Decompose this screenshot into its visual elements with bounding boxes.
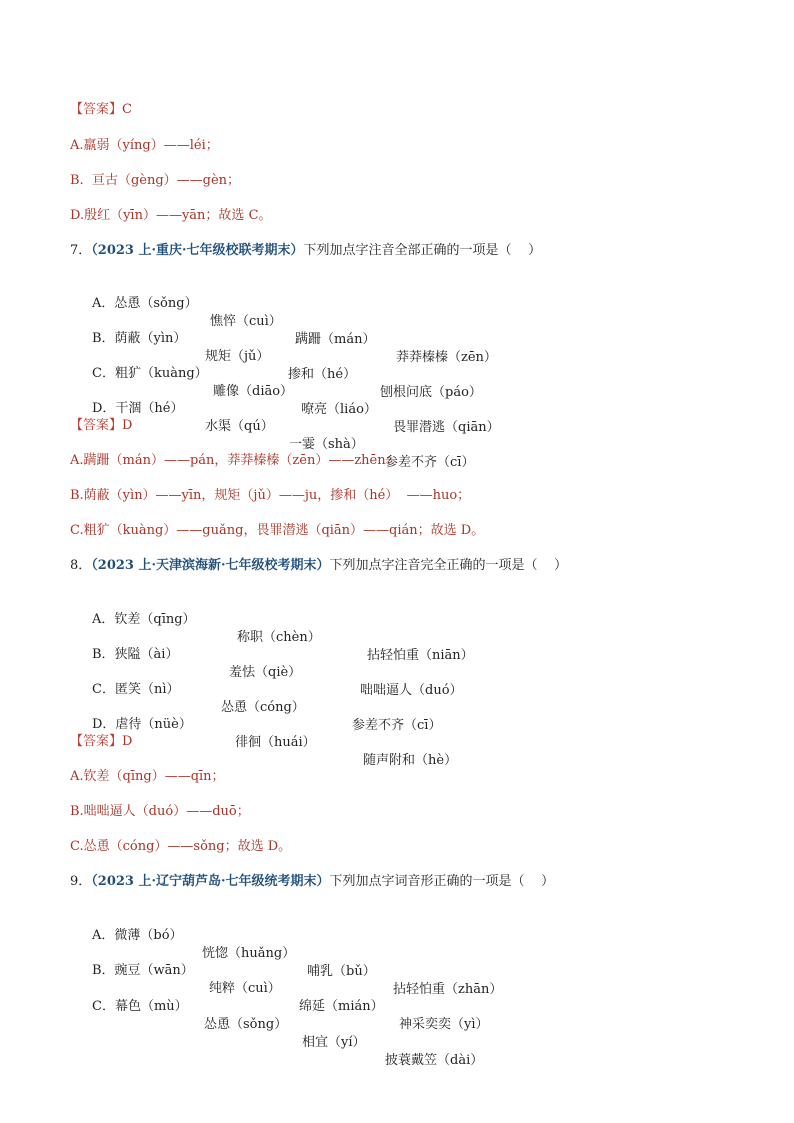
option-term: 规矩（jǔ） xyxy=(205,349,270,364)
option-term: 咄咄逼人（duó） xyxy=(360,683,463,698)
explain-line: A.羸弱（yíng）——léi； xyxy=(70,138,219,153)
option-term: 恍惚（huǎng） xyxy=(202,946,296,961)
answer-tag: 【答案】 xyxy=(70,418,123,433)
explain-line: C.粗犷（kuàng）——guǎng，畏罪潜逃（qiān）——qián；故选 D。 xyxy=(70,523,485,538)
explain-line: C.怂恿（cóng）——sǒng；故选 D。 xyxy=(70,839,292,854)
option-term: 一霎（shà） xyxy=(289,437,364,452)
option-term: 披蓑戴笠（dài） xyxy=(385,1053,484,1068)
option-term: 参差不齐（cī） xyxy=(385,455,475,470)
option-term: 嘹亮（liáo） xyxy=(301,402,377,417)
option-term: 刨根问底（páo） xyxy=(380,385,482,400)
answer-letter: C xyxy=(122,102,132,117)
option-term: 绵延（mián） xyxy=(299,999,384,1014)
explain-line: A.钦差（qīng）——qīn； xyxy=(70,769,225,784)
answer-line-q7 xyxy=(70,417,132,435)
answer-line-q8 xyxy=(70,733,132,751)
option-term: D．干涸（hé） xyxy=(92,401,184,416)
explain-line: B.咄咄逼人（duó）——duō； xyxy=(70,804,250,819)
option-term: 雕像（diāo） xyxy=(213,384,294,399)
option-term: 羞怯（qiè） xyxy=(229,665,302,680)
question-stem: 下列加点字词音形正确的一项是（ ） xyxy=(329,874,555,889)
question-source: （2023 上·天津滨海新·七年级校考期末） xyxy=(91,558,330,573)
question-number: 9． xyxy=(70,874,92,889)
option-term: 哺乳（bǔ） xyxy=(307,964,376,979)
explain-line: A.蹒跚（mán）——pán，莽莽榛榛（zēn）——zhēn； xyxy=(70,453,399,468)
option-term: 称职（chèn） xyxy=(237,630,321,645)
option-term: 畏罪潜逃（qiān） xyxy=(393,420,500,435)
explain-line: B. 亘古（gèng）——gèn； xyxy=(70,173,241,188)
option-term: C．匿笑（nì） xyxy=(92,682,180,697)
option-term: 拈轻怕重（zhān） xyxy=(393,982,503,997)
question-number: 7． xyxy=(70,243,92,258)
option-term: 相宜（yí） xyxy=(302,1035,366,1050)
option-term: B．荫蔽（yìn） xyxy=(92,331,187,346)
question-8 xyxy=(70,557,567,575)
question-9 xyxy=(70,873,554,891)
option-term: C．幕色（mù） xyxy=(92,999,188,1014)
question-source: （2023 上·重庆·七年级校联考期末） xyxy=(91,243,304,258)
answer-letter: D xyxy=(122,734,133,749)
answer-letter: D xyxy=(122,418,133,433)
explain-line: D.殷红（yīn）——yān；故选 C。 xyxy=(70,208,272,223)
option-term: A．怂恿（sǒng） xyxy=(92,296,198,311)
answer-tag: 【答案】 xyxy=(70,734,123,749)
question-number: 8． xyxy=(70,558,92,573)
option-term: 掺和（hé） xyxy=(288,367,357,382)
option-term: B．狭隘（ài） xyxy=(92,647,179,662)
option-term: 徘徊（huái） xyxy=(235,735,316,750)
option-term: D．虐待（nüè） xyxy=(92,717,192,732)
option-term: B．豌豆（wān） xyxy=(92,963,194,978)
explain-line: B.荫蔽（yìn）——yīn，规矩（jǔ）——ju，掺和（hé） ——huo； xyxy=(70,488,471,503)
question-stem: 下列加点字注音全部正确的一项是（ ） xyxy=(303,243,542,258)
option-term: A．钦差（qīng） xyxy=(92,612,196,627)
option-term: A．微薄（bó） xyxy=(92,928,183,943)
option-term: C．粗犷（kuàng） xyxy=(92,366,208,381)
option-term: 怂恿（cóng） xyxy=(221,700,305,715)
option-term: 神采奕奕（yì） xyxy=(399,1017,489,1032)
option-term: 纯粹（cuì） xyxy=(209,981,281,996)
option-term: 憔悴（cuì） xyxy=(210,314,282,329)
option-term: 怂恿（sǒng） xyxy=(204,1017,288,1032)
option-term: 水渠（qú） xyxy=(205,419,274,434)
option-term: 蹒跚（mán） xyxy=(295,332,376,347)
option-term: 拈轻怕重（niān） xyxy=(367,648,474,663)
option-term: 参差不齐（cī） xyxy=(352,718,442,733)
answer-line-q6 xyxy=(70,101,132,119)
question-stem: 下列加点字注音完全正确的一项是（ ） xyxy=(329,558,568,573)
option-term: 随声附和（hè） xyxy=(363,753,458,768)
option-term: 莽莽榛榛（zēn） xyxy=(396,350,497,365)
question-7 xyxy=(70,242,541,260)
answer-tag: 【答案】 xyxy=(70,102,123,117)
question-source: （2023 上·辽宁葫芦岛·七年级统考期末） xyxy=(91,874,330,889)
